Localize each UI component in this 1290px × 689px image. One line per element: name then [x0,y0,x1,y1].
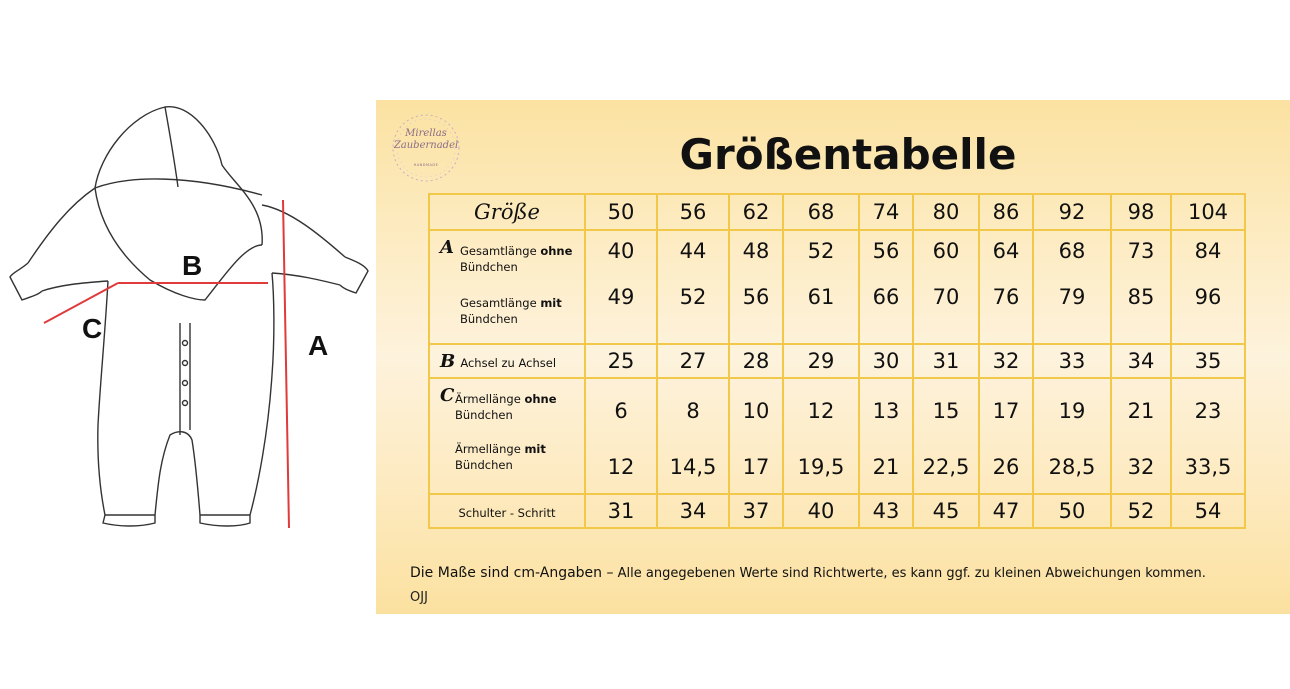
size-col: 62 [729,194,783,230]
placket [180,323,190,435]
cell-a: 48 56 [729,230,783,344]
size-table [428,193,1246,529]
cell-c: 23 33,5 [1171,378,1245,494]
row-c1-label: Ärmellänge ohne Bündchen [455,392,557,422]
row-label-c [429,378,585,494]
size-col: 86 [979,194,1033,230]
cell-b: 34 [1111,344,1171,378]
hood-rim [95,179,262,195]
cell-c: 21 32 [1111,378,1171,494]
cell-shoulder: 54 [1171,494,1245,528]
cell-shoulder: 43 [859,494,913,528]
measure-line-a [283,200,289,528]
cell-c: 8 14,5 [657,378,729,494]
cell-b: 32 [979,344,1033,378]
cell-b: 28 [729,344,783,378]
cell-c: 15 22,5 [913,378,979,494]
cell-c: 6 12 [585,378,657,494]
cell-c: 10 17 [729,378,783,494]
footer-note-bold: Die Maße sind cm-Angaben – [410,565,614,581]
cell-shoulder: 34 [657,494,729,528]
left-cuff [10,263,42,300]
cell-b: 35 [1171,344,1245,378]
left-arm-bottom [42,281,108,291]
cell-a: 73 85 [1111,230,1171,344]
row-a2-label: Gesamtlänge mit Bündchen [460,296,562,326]
cell-a: 64 76 [979,230,1033,344]
button-4 [183,401,188,406]
cell-a: 84 96 [1171,230,1245,344]
cell-shoulder: 45 [913,494,979,528]
label-b: B [182,250,203,281]
size-header: Größe [429,194,585,230]
footer-code: OJJ [410,590,428,605]
cell-c: 17 26 [979,378,1033,494]
button-3 [183,381,188,386]
label-c: C [82,313,103,344]
hood-seam [165,107,178,187]
letter-c: C [440,385,455,406]
button-2 [183,361,188,366]
page-title: Größentabelle [679,130,1017,179]
cell-a: 56 66 [859,230,913,344]
cell-c: 12 19,5 [783,378,859,494]
cell-b: 30 [859,344,913,378]
row-a1-label: Gesamtlänge ohne Bündchen [460,244,573,274]
left-arm-top [28,188,95,263]
cell-a: 40 49 [585,230,657,344]
letter-b: B [440,350,456,372]
cell-c: 19 28,5 [1033,378,1111,494]
cell-c: 13 21 [859,378,913,494]
overall-sketch [0,95,375,545]
hood-outline [95,107,262,245]
cell-b: 29 [783,344,859,378]
logo-line-2: Zaubernadel [393,140,459,151]
logo-line-1: Mirellas [405,128,447,139]
right-arm-top [262,205,345,257]
size-col: 98 [1111,194,1171,230]
cell-b: 27 [657,344,729,378]
cell-shoulder: 50 [1033,494,1111,528]
right-leg-cuff [200,515,250,526]
button-1 [183,341,188,346]
size-col: 104 [1171,194,1245,230]
body-outline [98,273,274,515]
row-label-b [429,344,585,378]
row-b-label: Achsel zu Achsel [460,355,557,370]
footer-note [410,565,1206,581]
letter-a: A [440,237,454,258]
cell-a: 68 79 [1033,230,1111,344]
size-chart-panel [376,100,1290,614]
cell-shoulder: 52 [1111,494,1171,528]
table-row-shoulder [429,494,1245,528]
cell-a: 44 52 [657,230,729,344]
cell-shoulder: 37 [729,494,783,528]
cell-shoulder: 40 [783,494,859,528]
size-col: 56 [657,194,729,230]
size-col: 50 [585,194,657,230]
table-header-row [429,194,1245,230]
logo-line-3: HANDMADE [413,163,439,167]
right-arm-bottom [272,273,340,285]
cell-a: 60 70 [913,230,979,344]
row-label-a [429,230,585,344]
cell-shoulder: 47 [979,494,1033,528]
cell-b: 31 [913,344,979,378]
label-a: A [308,330,329,361]
footer-note-text: Alle angegebenen Werte sind Richtwerte, es kann ggf. zu kleinen Abweichungen kommen. [617,566,1206,581]
size-col: 80 [913,194,979,230]
cell-b: 33 [1033,344,1111,378]
cell-b: 25 [585,344,657,378]
cell-shoulder: 31 [585,494,657,528]
size-col: 68 [783,194,859,230]
cell-a: 52 61 [783,230,859,344]
row-shoulder-label: Schulter - Schritt [429,494,585,528]
table-row-c [429,378,1245,494]
table-row-b [429,344,1245,378]
right-cuff [340,257,368,293]
size-col: 74 [859,194,913,230]
left-leg-cuff [103,515,155,526]
overall-diagram [0,95,375,545]
table-row-a [429,230,1245,344]
row-c2-label: Ärmellänge mit Bündchen [455,442,546,472]
size-col: 92 [1033,194,1111,230]
